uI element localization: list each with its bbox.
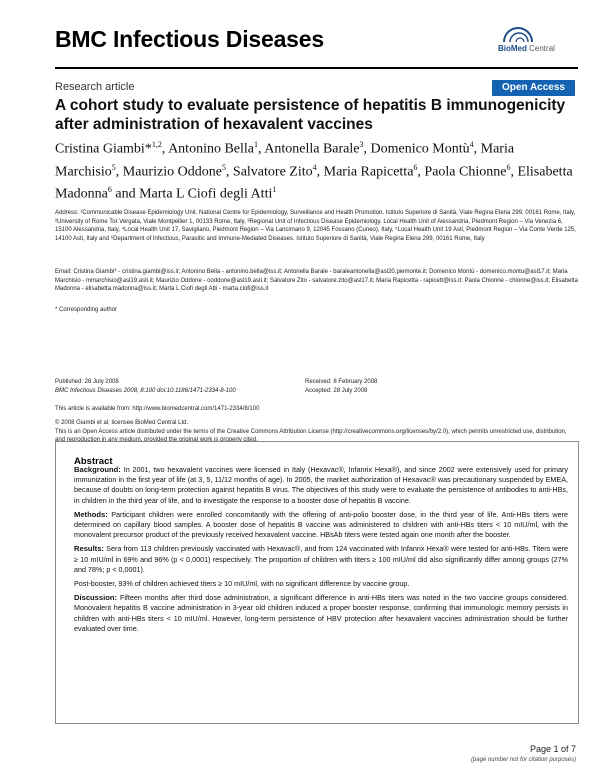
background-text: In 2001, two hexavalent vaccines were licensed in Italy (Hexavac®, Infanrix Hexa®), and since 2002 were extensively used for primary immunization in the first year of life (at 3, 5, 11/12 months of age). In 2005, the market authorization of Hexavac® was precautionary suspended by EMEA, because of doubts on long-term protection against hepatitis B virus. The objectives of this study were to evaluate the persistence of antibodies to anti-HBs, in children in the third year of life, and to investigate the response to a booster dose of hepatitis B vaccine. — [74, 465, 569, 505]
author-affiliation: 6 — [506, 162, 511, 172]
biomed-arcs-icon — [496, 20, 566, 44]
publisher-name — [498, 44, 555, 53]
abstract-post-booster: Post-booster, 93% of children achieved titers ≥ 10 mIU/ml, with no significant difference by vaccine group. — [74, 579, 410, 589]
journal-title: BMC Infectious Diseases — [55, 26, 324, 52]
author-affiliation: 5 — [111, 162, 116, 172]
article-title: A cohort study to evaluate persistence of hepatitis B immunogenicity after administration of hexavalent vaccines — [55, 97, 566, 133]
license-text: This is an Open Access article distributed under the terms of the Creative Commons Attribution License (http://creativecommons.org/licenses/by/2.0), which permits unrestricted use, distribution, — [55, 428, 567, 435]
abstract-discussion — [74, 593, 568, 634]
publisher-bio: BioMed — [498, 44, 527, 53]
header-rule — [55, 67, 578, 69]
results-text: Sera from 113 children previously vaccinated with Hexavac®, and from 124 vaccinated with Infanrix Hexa® were tested for anti-HBs. Titers were ≥ 10 mIU/ml in 69% and 96% (p < 0,0001) respectively. The proportion of children with titers ≥ 100 mIU/ml did also significantly differ among groups (27% and 78%; p < 0,0001). — [74, 544, 568, 574]
discussion-text: Fifteen months after third dose administration, a significant difference in anti-HBs titers was noted in the two vaccine groups considered. Monovalent hepatitis B vaccine administration in 3-year old children induced a proper booster response, confirming that immunologic memory persists in children with anti-HBs titers < 10 mIU/ml. However, long-term persistence of HBV protection after hexavalent vaccines administration should be further evaluated over time. — [74, 593, 569, 633]
open-access-badge: Open Access — [492, 80, 575, 96]
affiliations: Address: ¹Communicable Disease Epidemiology Unit. National Centre for Epidemiology, Surveillance and Health Promotion. Istituto Superiore di Sanità, Viale Regina Elena 299, 00161 Rome, Italy, ²University of Rome Tor Vergata, Viale Montpellier 1, 00133 Rome, Italy, ³Regional Unit of Infectious Disease Epidemiology. Local Health Unit of Alessandria, Piedmont Region – Via Venezia 6, 15100 Alessandria, Italy, ⁴Local Health Unit 17, Savigliano, Piedmont Region – Via Lancimano 9, 12045 Fossano (Cuneo), Italy, ⁵Local Health Unit 19 Asti, Piedmont Region – Via Conte Verde 125, 14100 Asti, Italy and ⁶Department of Infectious, Parasitic and Immune-Mediated Diseases. Istituto Superiore di Sanità, Viale Regina Elena 299, 00161 Rome, Italy — [55, 210, 576, 242]
methods-text: Participant children were enrolled concomitantly with the offering of anti-polio booster dose, in the third year of life. Anti-HBs titers were determined on capillary blood samples. A booster dose of hepatitis B vaccine was administered to children with anti-HBs titers < 10 mIU/ml, with the monovalent precursor product of the previously received hexavalent vaccine. HBsAb titers were tested again one month after the booster. — [74, 509, 568, 540]
author-affiliation: 1 — [272, 185, 277, 195]
author-emails: Email: Cristina Giambi* - cristina.giambi@iss.it; Antonino Bella - antonino.bella@iss.it; Antonella Barale - baraleantonella@asl20.piemonte.it; Domenico Montù - domenico.montu@asl17.it; Maria Marchisio - mmarchisio@asl19.asti.it; Maurizio Oddone - ooddone@asl19.asti.it; Salvatore Zito - salvatore.zito@asl17.it; Maria Rapicetta - rapicett@iss.it; Paola Chionne - chionne@iss.it; Elisabetta Madonna - elisabetta.madonna@iss.it; Marta L Ciofi degli Atti - marta.ciofi@iss.it — [55, 269, 579, 293]
received-date: Received: 8 February 2008 — [305, 379, 378, 385]
author-affiliation: 6 — [413, 162, 418, 172]
abstract-heading: Abstract — [74, 456, 113, 467]
received-info — [305, 378, 377, 395]
abstract-body — [74, 465, 568, 638]
background-label: Background: — [74, 465, 121, 474]
discussion-label: Discussion: — [74, 593, 118, 603]
author-affiliation: 1 — [254, 140, 258, 149]
author-affiliation: 1,2 — [151, 140, 162, 149]
accepted-date: Accepted: 28 July 2008 — [305, 387, 368, 394]
abstract-background — [74, 465, 568, 506]
corresponding-note: * Corresponding author — [55, 307, 118, 313]
publisher-logo — [496, 20, 576, 60]
page-note: (page number not for citation purposes) — [470, 757, 576, 763]
page-number: Page 1 of 7 — [529, 744, 576, 754]
author-name: Maria Rapicetta — [323, 164, 414, 180]
methods-label: Methods: — [74, 509, 108, 519]
author-affiliation: 4 — [312, 162, 317, 172]
abstract-results — [74, 544, 568, 575]
article-type: Research article — [55, 81, 135, 93]
author-name: Maria Marchisio — [55, 141, 515, 180]
author-name: Elisabetta Madonna — [55, 164, 573, 202]
publisher-central: Central — [529, 44, 555, 53]
author-affiliation: 6 — [107, 185, 112, 195]
author-name: Cristina Giambi* — [55, 141, 152, 157]
author-affiliation: 4 — [469, 140, 474, 149]
author-affiliation: 3 — [359, 140, 364, 149]
author-name: Maurizio Oddone — [122, 164, 222, 180]
copyright-line: © 2008 Giambi et al; licensee BioMed Central Ltd. — [55, 420, 189, 426]
author-name: Marta L Ciofi degli Atti — [139, 186, 273, 202]
author-name: Domenico Montù — [370, 141, 470, 157]
author-name: Antonella Barale — [264, 141, 360, 157]
citation: BMC Infectious Diseases 2008, 8:100 doi:10.1186/1471-2334-8-100 — [55, 387, 236, 394]
author-affiliation: 5 — [221, 162, 226, 172]
author-name: Salvatore Zito — [232, 164, 313, 180]
results-label: Results: — [74, 544, 104, 554]
publication-info — [55, 378, 236, 395]
article-url[interactable]: This article is available from: http://www.biomedcentral.com/1471-2334/8/100 — [55, 406, 260, 412]
author-name: Paola Chionne — [424, 164, 507, 180]
author-name: Antonino Bella — [168, 141, 254, 157]
author-list: Cristina Giambi*$^{1,2}$, Antonino Bella$^1$, Antonella Barale$^3$, Domenico Montù$^4$, Maria Marchisio$^5$, Maurizio Oddone$^5$, Salvatore Zito$^4$, Maria Rapicetta$^6$, Paola Chionne$^6$, Elisabetta Madonna$^6$ and Marta L Ciofi degli Atti$^1$ — [55, 140, 573, 202]
abstract-box — [55, 441, 579, 724]
published-date: Published: 28 July 2008 — [55, 379, 119, 385]
abstract-methods — [74, 510, 568, 541]
